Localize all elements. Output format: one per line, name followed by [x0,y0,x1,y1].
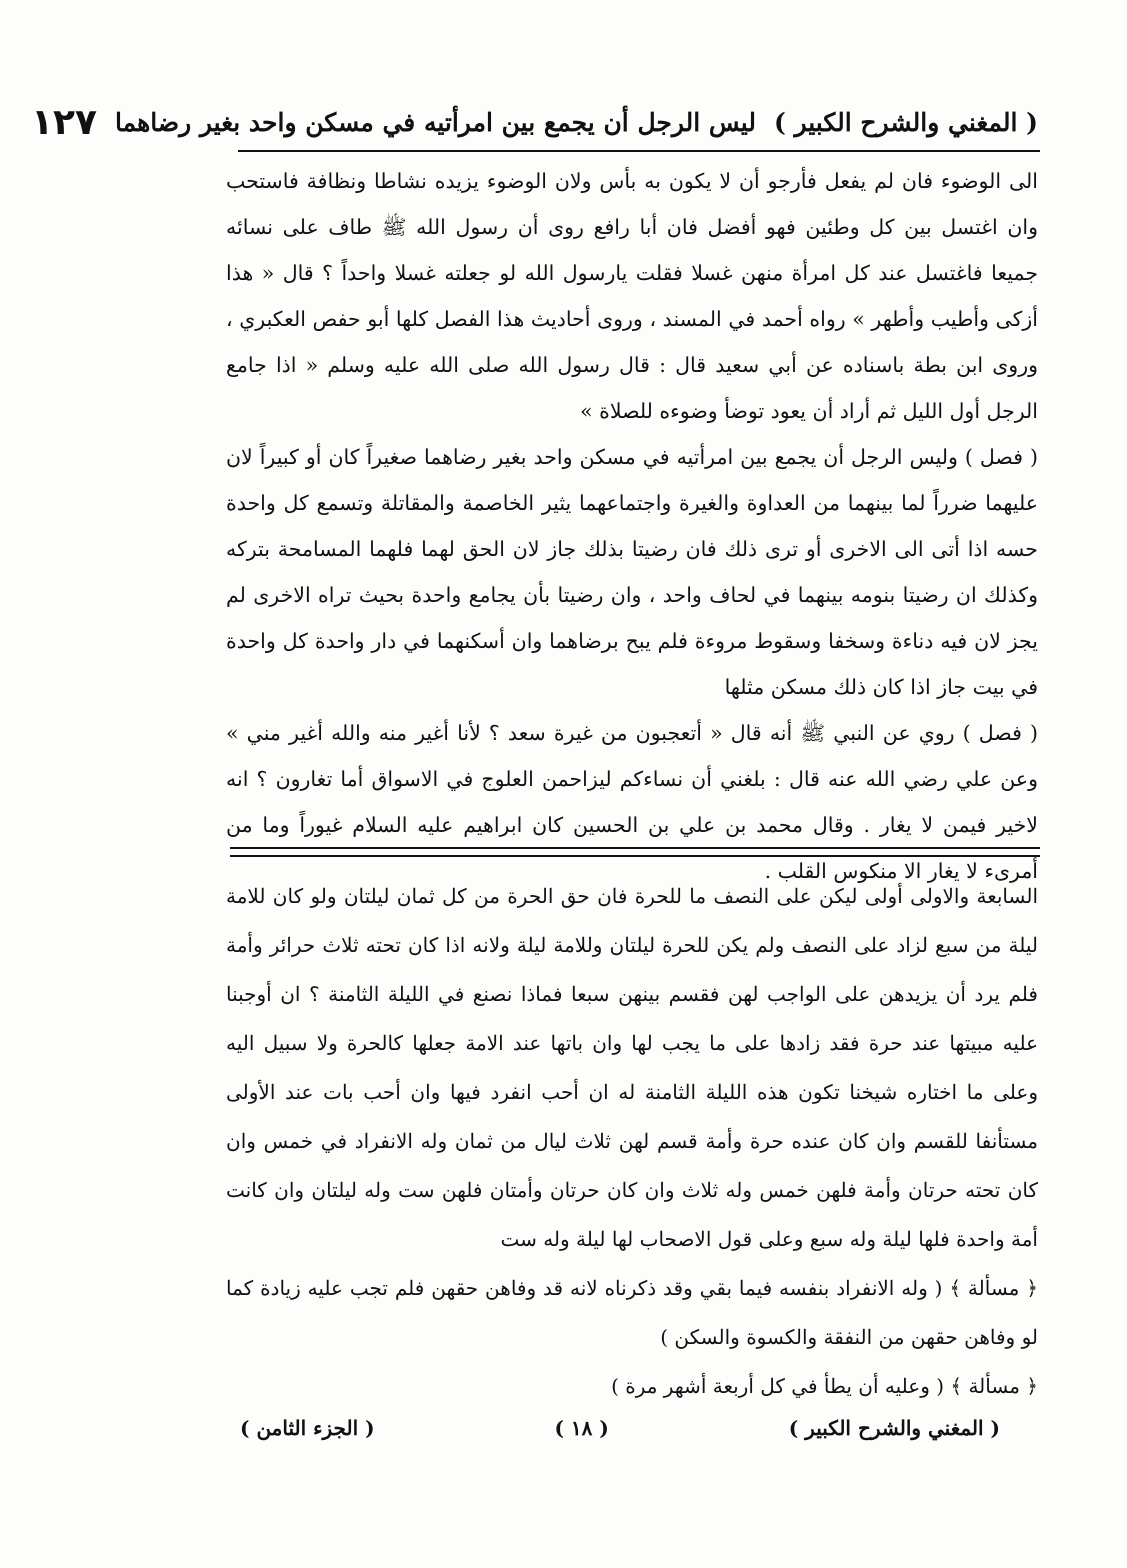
page-number: ١٢٧ [31,101,97,143]
section-divider [230,847,1040,857]
paragraph: ( فصل ) روي عن النبي ﷺ أنه قال « أتعجبون من غيرة سعد ؟ لأنا أغير منه والله أغير مني » وعن علي رضي الله عنه قال : بلغني أن نساءكم ليزاحمن العلوج في الاسواق أما تغارون ؟ انه لاخير فيمن لا يغار . وقال محمد بن علي بن الحسين كان ابراهيم عليه السلام غيوراً وما من أمرىء لا يغار الا منكوس القلب . [226,721,1038,883]
header-rule [238,150,1040,152]
chapter-title: ليس الرجل أن يجمع بين امرأتيه في مسكن واحد بغير رضاهما [115,107,756,137]
paragraph: ﴿ مسألة ﴾ ( وله الانفراد بنفسه فيما بقي وقد ذكرناه لانه قد وفاهن حقهن فلم تجب عليه زيادة كما لو وفاهن حقهن من النفقة والكسوة والسكن ) [226,1276,1038,1349]
commentary-text [226,872,1038,1411]
main-text [226,158,1038,894]
signature-number: ( ١٨ ) [554,1416,609,1440]
paragraph: ﴿ مسألة ﴾ ( وعليه أن يطأ في كل أربعة أشهر مرة ) [611,1374,1038,1398]
paragraph: السابعة والاولى أولى ليكن على النصف ما للحرة فان حق الحرة من كل ثمان ليلتان ولو كان للامة ليلة من سبع لزاد على النصف ولم يكن للحرة ليلتان وللامة ليلة ولانه اذا كان تحته ثلاث حرائر وأمة فلم يرد أن يزيدهن على الواجب لهن فقسم بينهن سبعا فماذا نصنع في الليلة الثامنة ؟ ان أوجبنا عليه مبيتها عند حرة فقد زادها على ما يجب لها وان باتها عند الامة جعلها كالحرة ولا سبيل اليه وعلى ما اختاره شيخنا تكون هذه الليلة الثامنة له ان أحب انفرد فيها وان أحب بات عند الأولى مستأنفا للقسم وان كان عنده حرة وأمة قسم لهن ثلاث ليال من ثمان وله الانفراد في خمس وان كان تحته حرتان وأمة فلهن خمس وله ثلاث وان كان حرتان وأمتان فلهن ست وله ليلتان وان كانت أمة واحدة فلها ليلة وله سبع وعلى قول الاصحاب لها ليلة وله ست [226,884,1039,1251]
running-head [31,96,1038,148]
paragraph: ( فصل ) وليس الرجل أن يجمع بين امرأتيه في مسكن واحد بغير رضاهما صغيراً كان أو كبيراً لان عليهما ضرراً لما بينهما من العداوة والغيرة واجتماعهما يثير الخاصمة والمقاتلة وتسمع كل واحدة حسه اذا أتى الى الاخرى أو ترى ذلك فان رضيتا بذلك جاز لان الحق لهما فلهما المسامحة بتركه وكذلك ان رضيتا بنومه بينهما في لحاف واحد ، وان رضيتا بأن يجامع واحدة بحيث تراه الاخرى لم يجز لان فيه دناءة وسخفا وسقوط مروءة فلم يبح برضاهما وان أسكنهما في دار واحدة كل واحدة في بيت جاز اذا كان ذلك مسكن مثلها [226,445,1038,699]
volume-label: ( الجزء الثامن ) [240,1416,375,1440]
book-title: ( المغني والشرح الكبير ) [773,107,1038,137]
paragraph: الى الوضوء فان لم يفعل فأرجو أن لا يكون به بأس ولان الوضوء يزيده نشاطا ونظافة فاستحب وان اغتسل بين كل وطئين فهو أفضل فان أبا رافع روى أن رسول الله ﷺ طاف على نسائه جميعا فاغتسل عند كل امرأة منهن غسلا فقلت يارسول الله لو جعلته غسلا واحداً ؟ قال « هذا أزكى وأطيب وأطهر » رواه أحمد في المسند ، وروى أحاديث هذا الفصل كلها أبو حفص العكبري ، وروى ابن بطة باسناده عن أبي سعيد قال : قال رسول الله صلى الله عليه وسلم « اذا جامع الرجل أول الليل ثم أراد أن يعود توضأ وضوءه للصلاة » [226,169,1038,423]
page-footer [240,1408,1000,1448]
footer-book-title: ( المغني والشرح الكبير ) [788,1416,1000,1440]
